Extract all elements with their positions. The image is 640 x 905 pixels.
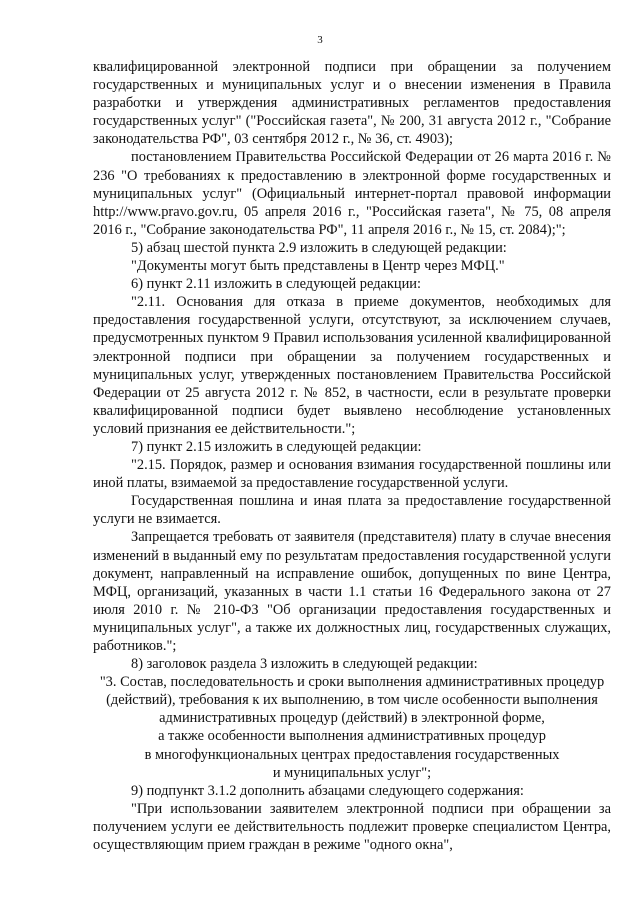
paragraph-fee-not-charged: Государственная пошлина и иная плата за предоставление государственной услуги не взимается. [93, 493, 611, 528]
paragraph-continuation: квалифицированной электронной подписи при обращении за получением государственных и муниципальных услуг и о внесении изменения в Правила разработки и утверждения административных регламентов предоставления государственных услуг" ("Российская газета", № 200, 31 августа 2012 г., "Собрание законодательства РФ", 03 сентября 2012 г., № 36, ст. 4903); [93, 59, 611, 148]
section-3-heading-line-4: и муниципальных услуг"; [272, 764, 432, 781]
paragraph-item-8: 8) заголовок раздела 3 изложить в следующей редакции: [131, 656, 478, 673]
paragraph-fee-prohibited: Запрещается требовать от заявителя (представителя) плату в случае внесения изменений в выданный ему по результатам предоставления государственной услуги документ, направленный на исправление ошибок, допущенных по вине Центра, МФЦ, организаций, указанных в части 1.1 статьи 16 Федерального закона от 27 июля 2010 г. № 210-ФЗ "Об организации предоставления государственных и муниципальных услуг", а также их должностных лиц, государственных служащих, работников."; [93, 529, 611, 654]
paragraph-resolution-236: постановлением Правительства Российской Федерации от 26 марта 2016 г. № 236 "О требованиях к предоставлению в электронной форме государственных и муниципальных услуг" (Официальный интернет-портал правовой информации http://www.pravo.gov.ru, 05 апреля 2016 г., "Российская газета", № 75, 08 апреля 2016 г., "Собрание законодательства РФ", 11 апреля 2016 г., № 15, ст. 2084);"; [93, 149, 611, 238]
paragraph-item-9: 9) подпункт 3.1.2 дополнить абзацами следующего содержания: [131, 782, 524, 799]
section-3-heading-line-1: "3. Состав, последовательность и сроки выполнения административных процедур (действий), требования к их выполнению, в том числе особенности выполнения административных процедур (действий) в электронной форме, [99, 674, 605, 727]
paragraph-item-6: 6) пункт 2.11 изложить в следующей редакции: [131, 276, 422, 293]
section-3-heading-line-2: а также особенности выполнения административных процедур [158, 728, 546, 745]
document-body [93, 58, 611, 854]
paragraph-clause-2-11: "2.11. Основания для отказа в приеме документов, необходимых для предоставления государственной услуги, отсутствуют, за исключением случаев, предусмотренных пунктом 9 Правил использования усиленной квалифицированной электронной подписи при обращении за получением государственных и муниципальных услуг, утвержденных постановлением Правительства Российской Федерации от 25 августа 2012 г. № 852, в частности, если в результате проверки квалифицированной подписи будет выявлено несоблюдение установленных условий признания ее действительности."; [93, 294, 611, 437]
section-3-heading-line-3: в многофункциональных центрах предоставления государственных [144, 746, 560, 763]
paragraph-item-5-text: "Документы могут быть представлены в Центр через МФЦ." [131, 258, 505, 275]
paragraph-item-7: 7) пункт 2.15 изложить в следующей редакции: [131, 438, 422, 455]
paragraph-clause-2-15: "2.15. Порядок, размер и основания взимания государственной пошлины или иной платы, взимаемой за предоставление государственной услуги. [93, 457, 611, 492]
paragraph-item-5: 5) абзац шестой пункта 2.9 изложить в следующей редакции: [131, 239, 507, 256]
paragraph-electronic-signature: "При использовании заявителем электронной подписи при обращении за получением услуги ее действительность подлежит проверке специалистом Центра, осуществляющим прием граждан в режиме "одного окна", [93, 800, 611, 854]
page-number: 3 [317, 34, 323, 46]
